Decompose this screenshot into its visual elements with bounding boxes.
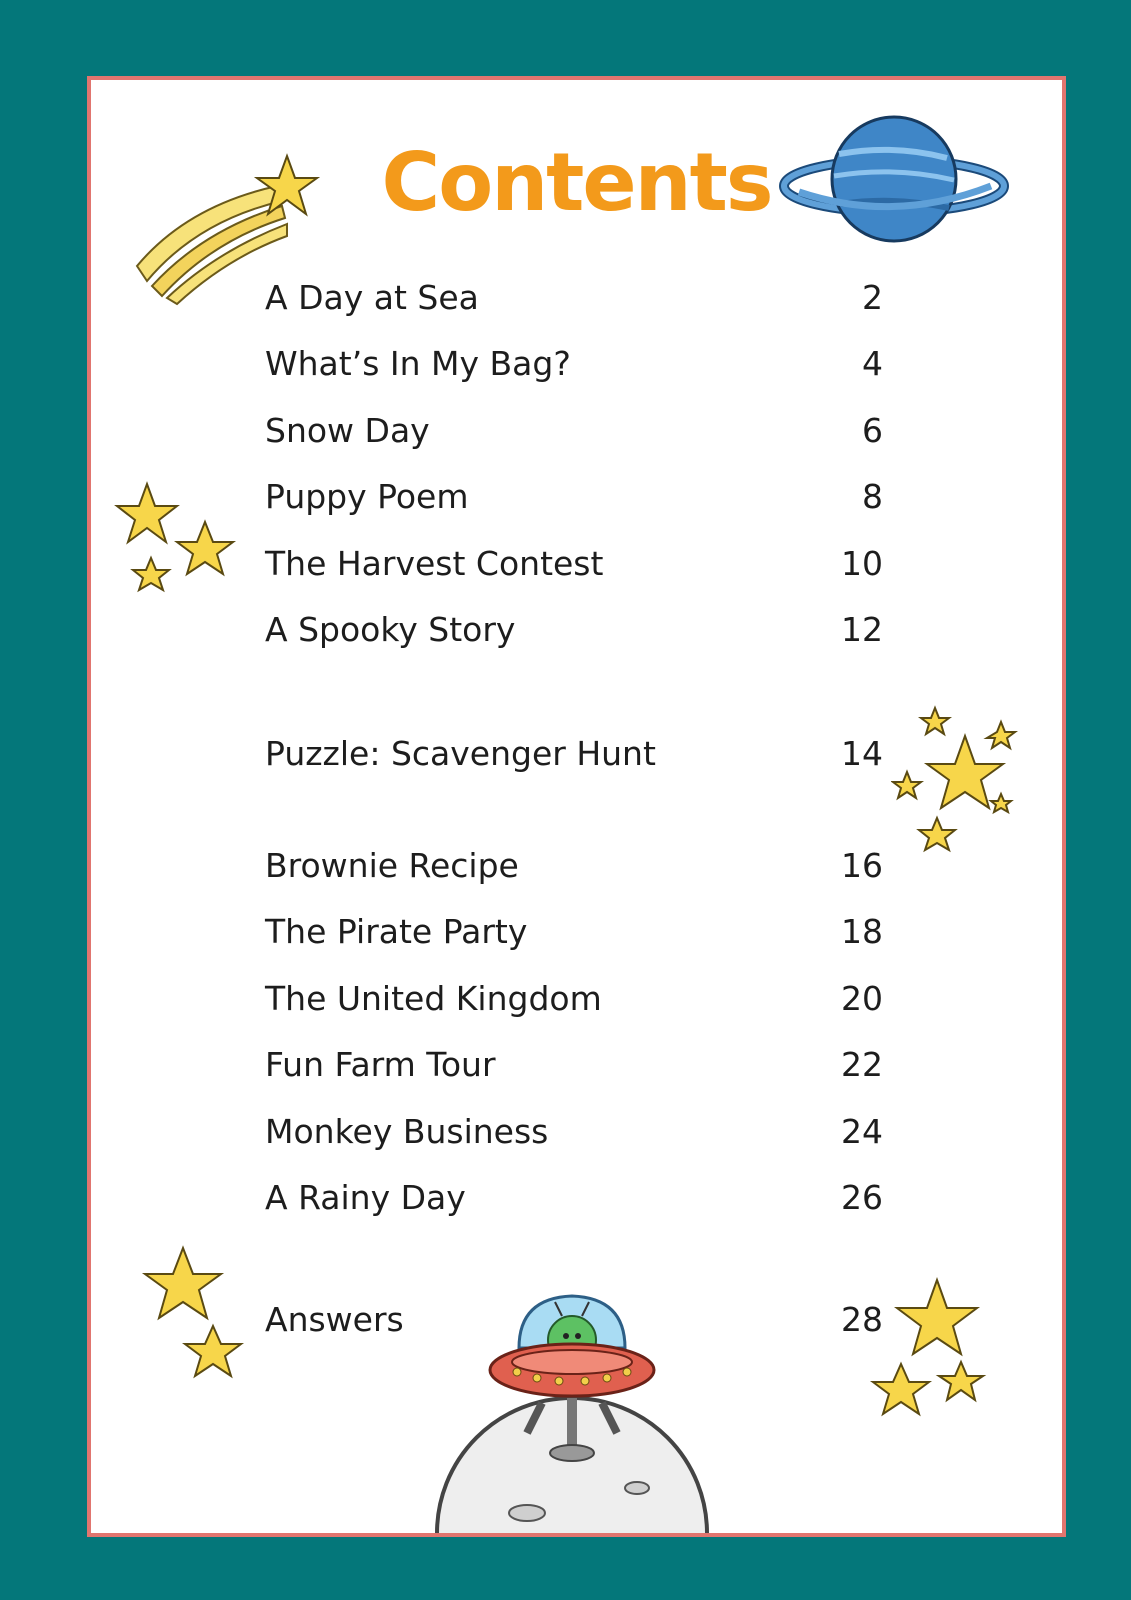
star-cluster-icon (137, 1242, 257, 1392)
toc-entry[interactable] (265, 973, 883, 1025)
toc-entry-page: 20 (841, 979, 883, 1018)
toc-entry[interactable] (265, 906, 883, 958)
toc-entry-title: Answers (265, 1300, 404, 1339)
contents-page (87, 76, 1066, 1537)
toc-entry-title: A Day at Sea (265, 278, 479, 317)
toc-entry-page: 2 (862, 278, 883, 317)
planet-icon (779, 114, 1009, 254)
toc-entry[interactable] (265, 1172, 883, 1224)
toc-entry-page: 14 (841, 734, 883, 773)
toc-entry-page: 22 (841, 1045, 883, 1084)
star-cluster-icon (107, 480, 247, 600)
toc-entry-title: Puzzle: Scavenger Hunt (265, 734, 656, 773)
toc-entry-title: The Pirate Party (265, 912, 528, 951)
toc-entry-title: Snow Day (265, 411, 430, 450)
toc-entry[interactable] (265, 272, 883, 324)
toc-entry-title: A Spooky Story (265, 610, 516, 649)
toc-entry-title: Brownie Recipe (265, 846, 519, 885)
toc-entry[interactable] (265, 728, 883, 780)
toc-entry-title: A Rainy Day (265, 1178, 466, 1217)
toc-entry[interactable] (265, 1106, 883, 1158)
page-title: Contents (381, 136, 772, 229)
alien-ufo-on-moon-icon (427, 1258, 717, 1537)
toc-entry[interactable] (265, 604, 883, 656)
toc-entry[interactable] (265, 405, 883, 457)
toc-entry-page: 4 (862, 344, 883, 383)
toc-entry-page: 8 (862, 477, 883, 516)
toc-entry[interactable] (265, 538, 883, 590)
toc-entry[interactable] (265, 1039, 883, 1091)
toc-entry-title: Monkey Business (265, 1112, 549, 1151)
toc-entry-title: Puppy Poem (265, 477, 469, 516)
star-cluster-icon (891, 700, 1031, 860)
toc-entry[interactable] (265, 840, 883, 892)
toc-entry-page: 28 (841, 1300, 883, 1339)
toc-entry-page: 26 (841, 1178, 883, 1217)
star-cluster-icon (865, 1276, 1005, 1436)
toc-entry-page: 6 (862, 411, 883, 450)
toc-entry-title: What’s In My Bag? (265, 344, 571, 383)
toc-entry-page: 24 (841, 1112, 883, 1151)
toc-entry-title: Fun Farm Tour (265, 1045, 496, 1084)
toc-entry[interactable] (265, 338, 883, 390)
toc-entry-page: 10 (841, 544, 883, 583)
toc-entry-title: The Harvest Contest (265, 544, 604, 583)
toc-entry-page: 12 (841, 610, 883, 649)
toc-entry-page: 16 (841, 846, 883, 885)
toc-entry-page: 18 (841, 912, 883, 951)
toc-entry-title: The United Kingdom (265, 979, 602, 1018)
toc-entry[interactable] (265, 471, 883, 523)
